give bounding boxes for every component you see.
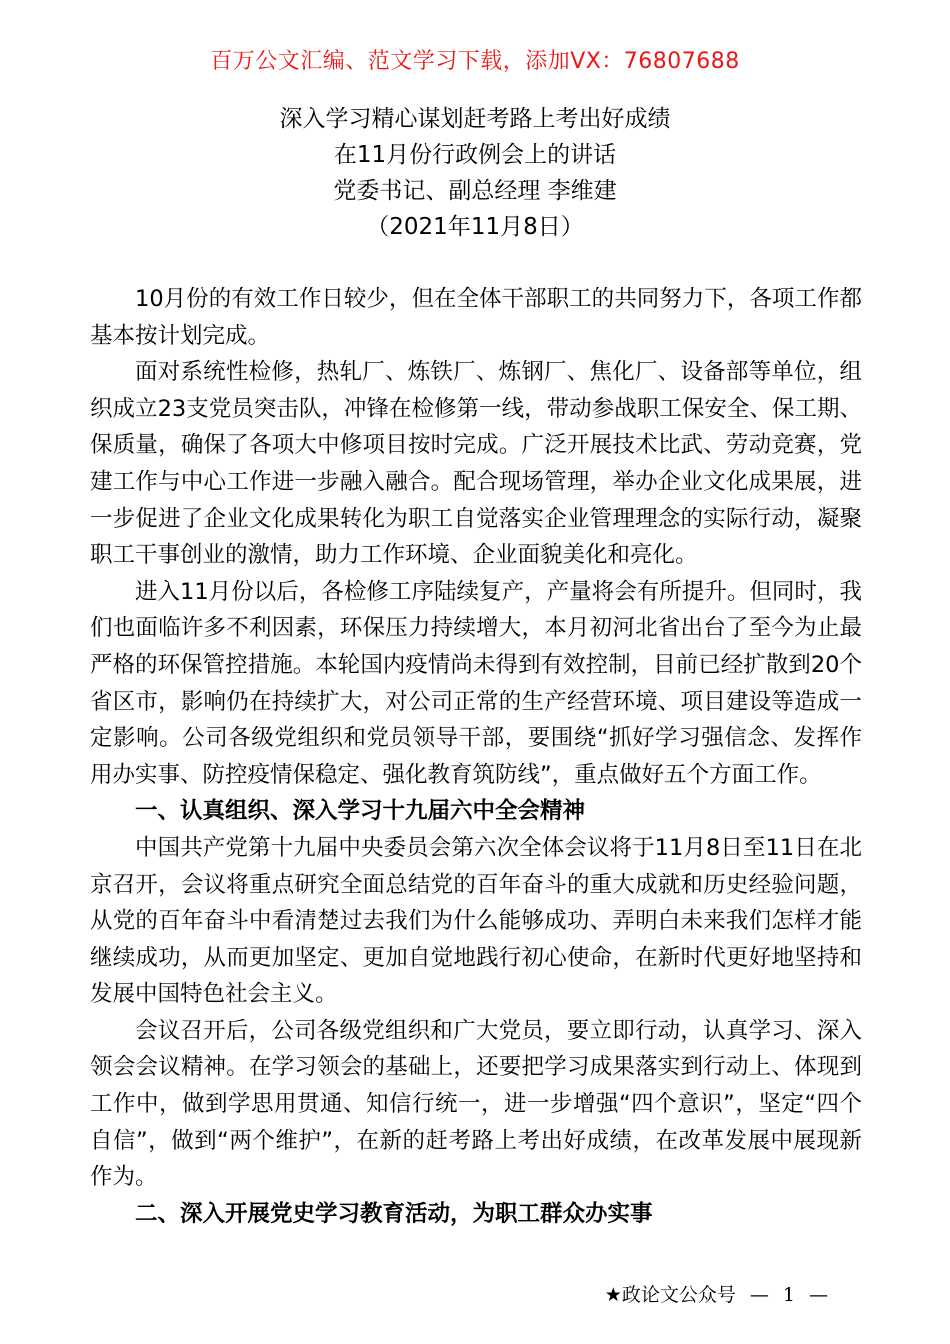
- promo-banner: [0, 44, 950, 75]
- speaker-line: 党委书记、副总经理 李维建: [333, 178, 617, 204]
- paragraph-4: 中国共产党第十九届中央委员会第六次全体会议将于11月8日至11日在北京召开，会议将重点研究全面总结党的百年奋斗的重大成就和历史经验问题，从党的百年奋斗中看清楚过去我们为什么能够成功、弄明白未来我们怎样才能继续成功，从而更加坚定、更加自觉地践行初心使命，在新时代更好地坚持和发展中国特色社会主义。: [90, 834, 862, 1008]
- document-subtitle: 在11月份行政例会上的讲话: [333, 142, 617, 168]
- page-number: — 1 —: [749, 1284, 832, 1306]
- section-heading-2: 二、深入开展党史学习教育活动，为职工群众办实事: [135, 1200, 653, 1227]
- page-footer: [605, 1280, 832, 1307]
- paragraph-5: 会议召开后，公司各级党组织和广大党员，要立即行动，认真学习、深入领会会议精神。在学习领会的基础上，还要把学习成果落实到行动上、体现到工作中，做到学思用贯通、知信行统一，进一步增强“四个意识”，坚定“四个自信”，做到“两个维护”，在新的赶考路上考出好成绩，在改革发展中展现新作为。: [90, 1017, 862, 1191]
- paragraph-2: 面对系统性检修，热轧厂、炼铁厂、炼钢厂、焦化厂、设备部等单位，组织成立23支党员突击队，冲锋在检修第一线，带动参战职工保安全、保工期、保质量，确保了各项大中修项目按时完成。广泛开展技术比武、劳动竞赛，党建工作与中心工作进一步融入融合。配合现场管理，举办企业文化成果展，进一步促进了企业文化成果转化为职工自觉落实企业管理理念的实际行动，凝聚职工干事创业的激情，助力工作环境、企业面貌美化和亮化。: [90, 359, 862, 569]
- paragraph-3: 进入11月份以后，各检修工序陆续复产，产量将会有所提升。但同时，我们也面临许多不利因素，环保压力持续增大，本月初河北省出台了至今为止最严格的环保管控措施。本轮国内疫情尚未得到有效控制，目前已经扩散到20个省区市，影响仍在持续扩大，对公司正常的生产经营环境、项目建设等造成一定影响。公司各级党组织和党员领导干部，要围绕“抓好学习强信念、发挥作用办实事、防控疫情保稳定、强化教育筑防线”，重点做好五个方面工作。: [90, 578, 862, 788]
- footer-account-label: ★政论文公众号: [604, 1284, 736, 1306]
- document-title: 深入学习精心谋划赶考路上考出好成绩: [279, 106, 671, 132]
- promo-banner-text: 百万公文汇编、范文学习下载，添加VX：76807688: [210, 49, 740, 74]
- date-line: （2021年11月8日）: [366, 214, 584, 240]
- title-block: [0, 101, 950, 245]
- paragraph-1: 10月份的有效工作日较少，但在全体干部职工的共同努力下，各项工作都基本按计划完成。: [90, 286, 862, 349]
- section-heading-1: 一、认真组织、深入学习十九届六中全会精神: [135, 798, 586, 825]
- document-body: [90, 281, 862, 1232]
